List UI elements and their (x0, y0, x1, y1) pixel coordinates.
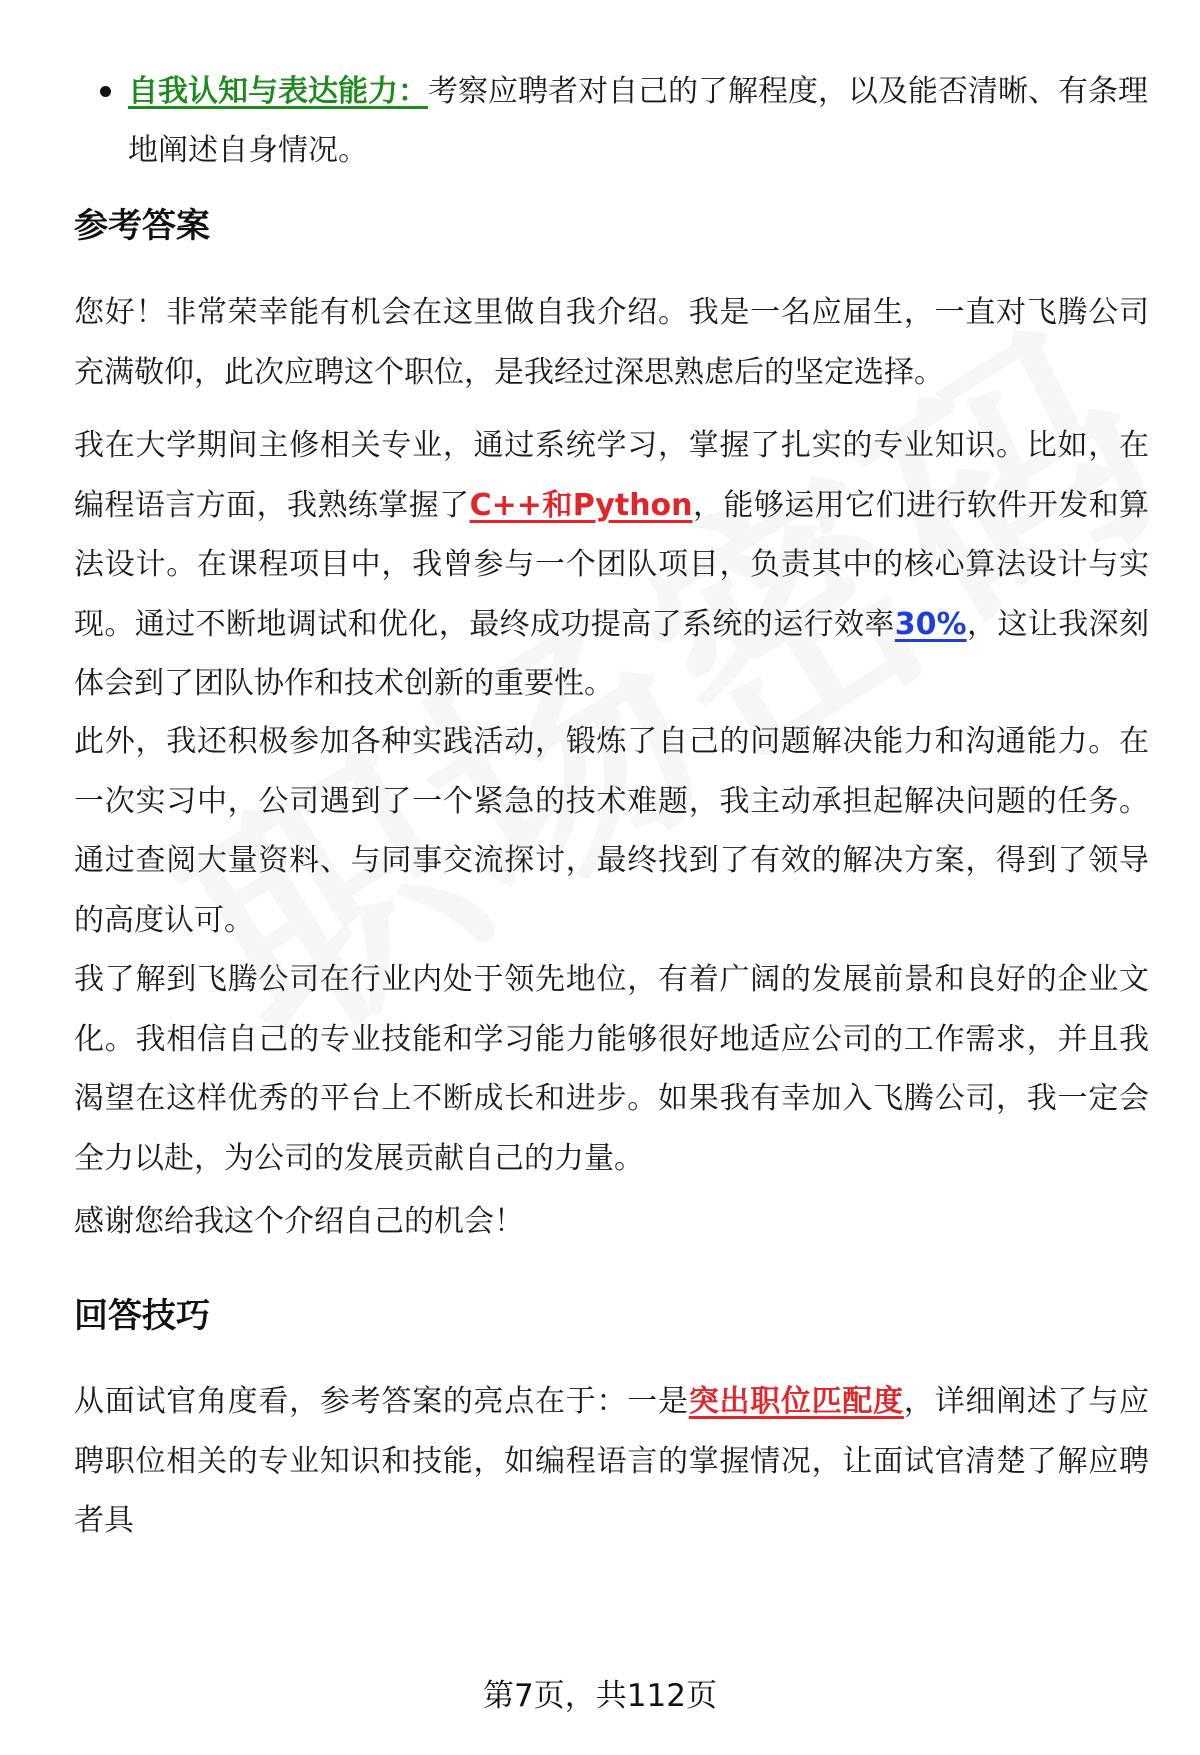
answer-p2-text-c: ，这让我深刻体会到了团队协作和技术创新的重要性。 (74, 606, 1150, 701)
bullet-icon (100, 86, 111, 97)
bullet-text: 考察应聘者对自己的了解程度，以及能否清晰、有条理地阐述自身情况。 (128, 74, 1148, 168)
bullet-label: 自我认知与表达能力： (128, 74, 428, 109)
section-title-answer-tips: 回答技巧 (74, 1296, 210, 1336)
answer-p2-text-b: ，能够运用它们进行软件开发和算法设计。在课程项目中，我曾参与一个团队项目，负责其中的核心算法设计与实现。通过不断地调试和优化，最终成功提高了系统的运行效率 (74, 487, 1149, 642)
section-title-reference-answer: 参考答案 (74, 206, 210, 246)
metric-link[interactable]: 30% (894, 606, 967, 642)
bullet-item (128, 62, 1148, 180)
tips-highlight: 突出职位匹配度 (688, 1384, 904, 1419)
answer-paragraph-3: 此外，我还积极参加各种实践活动，锻炼了自己的问题解决能力和沟通能力。在一次实习中，公司遇到了一个紧急的技术难题，我主动承担起解决问题的任务。通过查阅大量资料、与同事交流探讨，最终找到了有效的解决方案，得到了领导的高度认可。 (74, 724, 1149, 938)
answer-paragraph-4: 我了解到飞腾公司在行业内处于领先地位，有着广阔的发展前景和良好的企业文化。我相信自己的专业技能和学习能力能够很好地适应公司的工作需求，并且我渴望在这样优秀的平台上不断成长和进步。如果我有幸加入飞腾公司，我一定会全力以赴，为公司的发展贡献自己的力量。 (74, 962, 1149, 1176)
answer-paragraph-1: 您好！非常荣幸能有机会在这里做自我介绍。我是一名应届生，一直对飞腾公司充满敬仰，此次应聘这个职位，是我经过深思熟虑后的坚定选择。 (74, 295, 1149, 390)
page-footer: 第7页，共112页 (483, 1678, 717, 1714)
answer-paragraph-5: 感谢您给我这个介绍自己的机会！ (74, 1204, 524, 1239)
answer-paragraph-2 (74, 416, 1149, 714)
skill-link[interactable]: C++和Python (469, 487, 693, 523)
answer-p2-text-a: 我在大学期间主修相关专业，通过系统学习，掌握了扎实的专业知识。比如，在编程语言方面，我熟练掌握了 (74, 428, 1149, 523)
tips-p1-text-b: ，详细阐述了与应聘职位相关的专业知识和技能，如编程语言的掌握情况，让面试官清楚了解应聘者具 (74, 1384, 1150, 1538)
tips-paragraph-1 (74, 1372, 1149, 1551)
tips-p1-text-a: 从面试官角度看，参考答案的亮点在于：一是 (74, 1384, 689, 1419)
